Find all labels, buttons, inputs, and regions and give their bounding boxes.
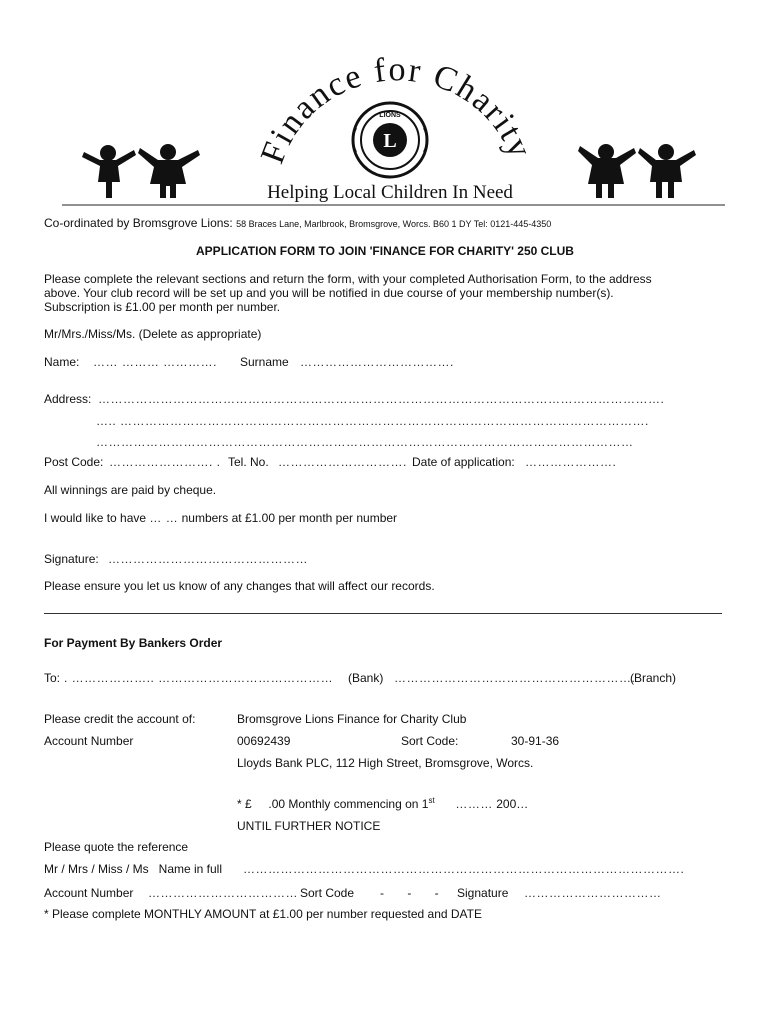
payer-sortcode-label: Sort Code: [300, 886, 355, 900]
commence-year[interactable]: 200…: [496, 797, 529, 811]
monthly-amount-line: [237, 797, 528, 811]
address-field-1[interactable]: ……………………………………………………………………………………………………………………….: [98, 392, 665, 406]
branch-label: (Branch): [630, 671, 677, 685]
finance-for-charity-logo: [0, 0, 770, 215]
changes-note: Please ensure you let us know of any changes that will affect our records.: [44, 579, 435, 593]
children-left-icon: [82, 144, 200, 198]
branch-field[interactable]: ………………………………………………….: [394, 671, 636, 685]
tel-label: Tel. No.: [228, 455, 269, 469]
intro-line-2: above. Your club record will be set up and you will be notified in due course of your membership number(s).: [44, 286, 614, 300]
winnings-note: All winnings are paid by cheque.: [44, 483, 217, 497]
title-select[interactable]: Mr/Mrs./Miss/Ms. (Delete as appropriate): [44, 327, 262, 341]
fullname-field[interactable]: …………………………………………………………………………………………….: [243, 862, 685, 876]
payer-account-field[interactable]: ………………………………: [148, 886, 298, 900]
signature-field[interactable]: …………………………………………: [108, 552, 308, 566]
emblem-text: LIONS: [379, 112, 401, 119]
amount-suffix: .00 Monthly commencing on 1: [268, 797, 429, 811]
amount-superscript: st: [428, 796, 435, 805]
section-divider: [44, 613, 722, 614]
bank-label: (Bank): [348, 671, 384, 685]
footnote: * Please complete MONTHLY AMOUNT at £1.00 per number requested and DATE: [44, 907, 482, 921]
intro-line-3: Subscription is £1.00 per month per number.: [44, 300, 281, 314]
account-value: 00692439: [237, 734, 291, 748]
numbers-suffix: numbers at £1.00 per month per number: [181, 511, 398, 525]
postcode-label: Post Code:: [44, 455, 104, 469]
signature-label: Signature:: [44, 552, 99, 566]
numbers-line: [44, 511, 397, 525]
form-title: APPLICATION FORM TO JOIN 'FINANCE FOR CHARITY' 250 CLUB: [196, 244, 574, 258]
to-field[interactable]: . ……………….. ……………………………………: [64, 671, 334, 685]
payer-signature-label: Signature: [457, 886, 509, 900]
numbers-field[interactable]: … …: [149, 511, 179, 525]
coordinator-label: Co-ordinated by Bromsgrove Lions:: [44, 216, 233, 230]
name-field[interactable]: …… ……… ………….: [93, 355, 218, 369]
postcode-field[interactable]: ……………………. .: [109, 455, 221, 469]
lions-emblem-icon: [353, 103, 427, 177]
children-right-icon: [578, 144, 696, 198]
sortcode-value: 30-91-36: [511, 734, 560, 748]
date-field[interactable]: ………………….: [525, 455, 617, 469]
bankers-order-heading: For Payment By Bankers Order: [44, 636, 223, 650]
coordinator-line: [44, 216, 551, 231]
commence-field[interactable]: ………: [455, 797, 493, 811]
logo-arc-title: Finance for Charity: [253, 51, 540, 169]
surname-label: Surname: [240, 355, 289, 369]
payer-sortcode-field[interactable]: - - -: [380, 886, 439, 900]
coordinator-address: 58 Braces Lane, Marlbrook, Bromsgrove, Worcs. B60 1 DY Tel: 0121-445-4350: [236, 219, 552, 229]
amount-prefix: * £: [237, 797, 252, 811]
emblem-letter: L: [383, 130, 397, 152]
name-label: Name:: [44, 355, 80, 369]
numbers-prefix: I would like to have: [44, 511, 147, 525]
payer-account-label: Account Number: [44, 886, 134, 900]
address-field-2[interactable]: ….. ……………………………………………………………………………………………………………….: [96, 414, 649, 428]
to-label: To:: [44, 671, 61, 685]
fullname-label: Mr / Mrs / Miss / Ms Name in full: [44, 862, 223, 876]
logo-tagline: Helping Local Children In Need: [267, 182, 513, 203]
tel-field[interactable]: ………………………….: [278, 455, 407, 469]
surname-field[interactable]: ……………………………….: [300, 355, 454, 369]
date-label: Date of application:: [412, 455, 515, 469]
sortcode-label: Sort Code:: [401, 734, 459, 748]
account-label: Account Number: [44, 734, 134, 748]
credit-value: Bromsgrove Lions Finance for Charity Club: [237, 712, 467, 726]
credit-label: Please credit the account of:: [44, 712, 196, 726]
payer-signature-field[interactable]: ……………………………: [524, 886, 662, 900]
bank-address: Lloyds Bank PLC, 112 High Street, Bromsgrove, Worcs.: [237, 756, 534, 770]
address-field-3[interactable]: …………………………………………………………………………………………………………………: [96, 435, 634, 449]
until-notice: UNTIL FURTHER NOTICE: [237, 819, 381, 833]
address-label: Address:: [44, 392, 92, 406]
reference-label: Please quote the reference: [44, 840, 189, 854]
intro-line-1: Please complete the relevant sections and return the form, with your completed Authorisation Form, to the address: [44, 272, 652, 286]
